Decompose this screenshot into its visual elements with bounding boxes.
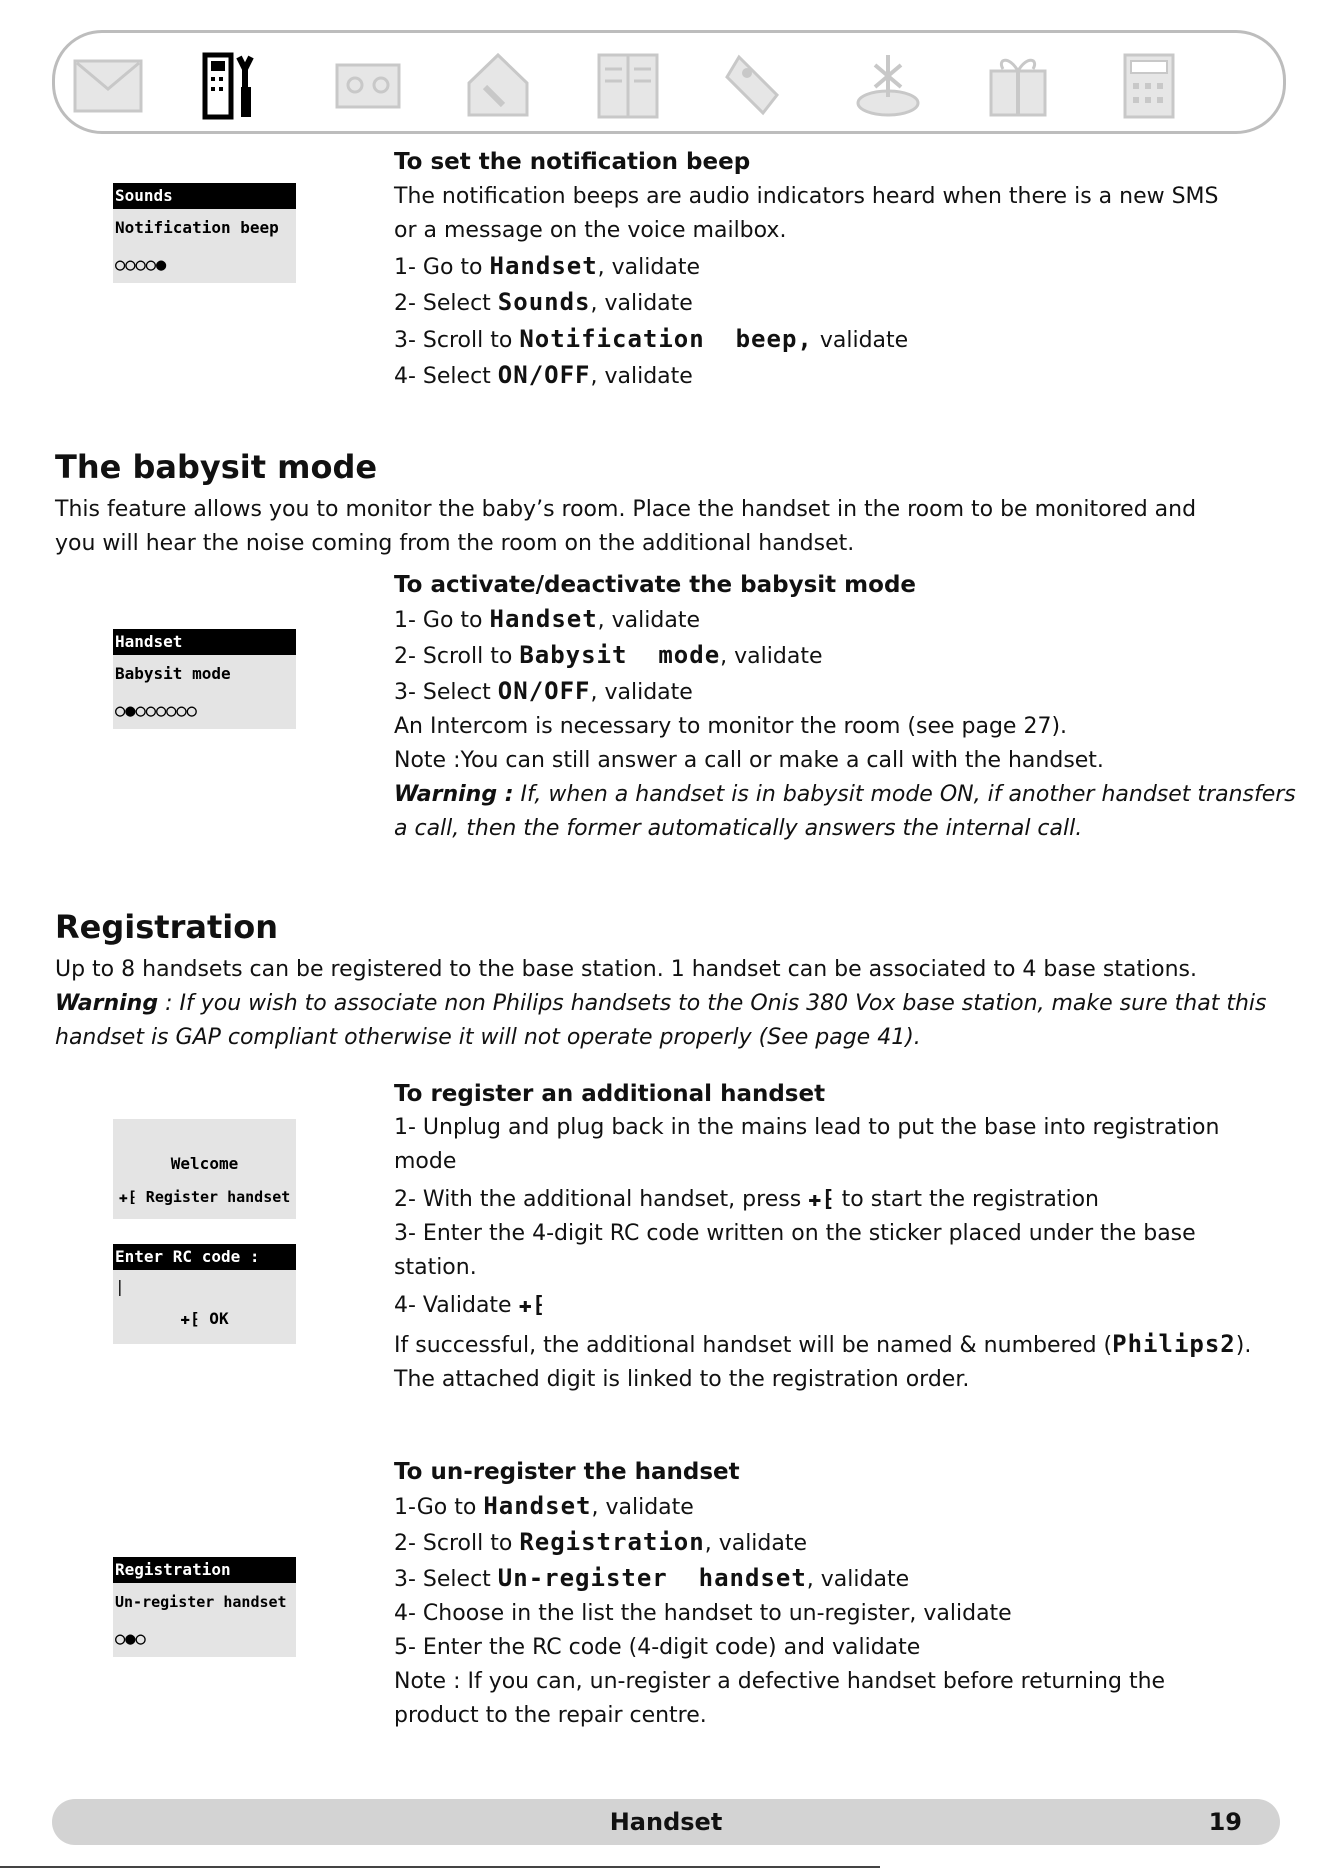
paragraph-line: The notification beeps are audio indicators heard when there is a new SMS	[394, 183, 1219, 209]
step-1	[394, 249, 1219, 286]
step-text: 2- With the additional handset, press	[394, 1187, 809, 1212]
section-subtitle: To register an additional handset	[394, 1081, 826, 1107]
handset-tool-icon	[199, 47, 277, 123]
step-3b: station.	[394, 1255, 477, 1280]
note-line: product to the repair centre.	[394, 1703, 707, 1728]
handset-name: Philips2	[1112, 1330, 1236, 1358]
paragraph-line: This feature allows you to monitor the baby’s room. Place the handset in the room to be monitored and	[55, 497, 1197, 522]
step-text: , validate	[806, 1567, 910, 1592]
step-text: 2- Scroll to	[394, 644, 520, 669]
menu-keyword: Registration	[519, 1528, 705, 1556]
paragraph-line: or a message on the voice mailbox.	[394, 218, 787, 243]
warning-label: Warning :	[394, 782, 514, 807]
lcd-line: Babysit mode	[115, 664, 231, 683]
step-2	[394, 638, 1296, 674]
menu-keyword: Handset	[489, 251, 598, 280]
menu-keyword: Handset	[483, 1492, 592, 1520]
lcd-registration-screen	[113, 1557, 296, 1657]
step-text: , validate	[590, 680, 693, 705]
step-text: 1- Go to	[394, 608, 490, 633]
menu-keyword: ON/OFF	[497, 361, 591, 389]
step-text: 1- Go to	[394, 254, 490, 280]
warning-line: a call, then the former automatically answers the internal call.	[394, 816, 1083, 841]
intercom-line: An Intercom is necessary to monitor the room (see page 27).	[394, 714, 1068, 739]
note-line: Note :You can still answer a call or make a call with the handset.	[394, 748, 1104, 773]
step-2	[394, 285, 1219, 322]
step-text: 4- Validate	[394, 1293, 519, 1318]
unregister-section	[394, 1455, 1165, 1733]
lcd-level-indicator: ○○○○●	[115, 255, 167, 275]
phone-tag-icon	[719, 47, 797, 123]
warning-line	[394, 778, 1296, 812]
menu-keyword: Notification beep,	[519, 324, 813, 353]
page-number: 19	[1208, 1808, 1242, 1836]
step-text: , validate	[704, 1531, 808, 1556]
gift-icon	[979, 47, 1057, 123]
step-3a: 3- Enter the 4-digit RC code written on the sticker placed under the base	[394, 1221, 1196, 1246]
success-line	[394, 1327, 1251, 1363]
step-text: 3- Select	[394, 680, 498, 705]
step-4	[394, 1289, 1251, 1323]
section-subtitle: To un-register the handset	[394, 1459, 740, 1485]
clock-alarm-icon	[849, 47, 927, 123]
step-text: 2- Select	[394, 291, 498, 316]
step-text: 3- Select	[394, 1567, 498, 1592]
babysit-intro	[55, 493, 1196, 561]
paragraph-line: Up to 8 handsets can be registered to the base station. 1 handset can be associated to 4 base stations.	[55, 957, 1198, 982]
bottom-divider	[0, 1866, 880, 1868]
step-text: , validate	[597, 254, 700, 280]
registration-heading: Registration	[55, 908, 278, 946]
notification-section	[394, 145, 1219, 395]
lcd-ok-softkey: ✚⁅ OK	[180, 1309, 229, 1328]
step-2	[394, 1525, 1165, 1561]
lcd-header: Sounds	[113, 183, 296, 209]
step-1a: 1- Unplug and plug back in the mains lead to put the base into registration	[394, 1115, 1220, 1140]
step-2	[394, 1183, 1251, 1217]
step-1b: mode	[394, 1149, 457, 1174]
lcd-sounds-screen	[113, 183, 296, 283]
warning-line: handset is GAP compliant otherwise it will not operate properly (See page 41).	[55, 1025, 921, 1050]
lcd-cursor: |	[115, 1277, 125, 1296]
step-text: , validate	[720, 644, 823, 669]
step-3	[394, 1561, 1165, 1597]
phonebook-icon	[589, 47, 667, 123]
menu-keyword: Handset	[489, 605, 598, 633]
note-line: Note : If you can, un-register a defective handset before returning the	[394, 1669, 1166, 1694]
step-text: 4- Select	[394, 364, 498, 389]
section-subtitle: To activate/deactivate the babysit mode	[394, 572, 917, 598]
lcd-line: Un-register handset	[115, 1593, 287, 1611]
step-text: to start the registration	[834, 1187, 1099, 1212]
calculator-icon	[1109, 47, 1187, 123]
babysit-heading: The babysit mode	[55, 448, 378, 486]
step-1	[394, 1489, 1165, 1525]
page-footer	[52, 1799, 1280, 1845]
step-text: If successful, the additional handset will be named & numbered (	[394, 1333, 1113, 1358]
section-subtitle: To set the notification beep	[394, 149, 751, 175]
step-4	[394, 358, 1219, 395]
warning-text: : If you wish to associate non Philips handsets to the Onis 380 Vox base station, make sure that this	[158, 991, 1267, 1016]
lcd-rc-code-screen	[113, 1244, 296, 1344]
step-text: , validate	[597, 608, 700, 633]
lcd-line: ✚⁅ Register handset	[118, 1188, 291, 1206]
step-text: 2- Scroll to	[394, 1531, 520, 1556]
menu-keyword: Un-register handset	[497, 1564, 807, 1592]
step-4: 4- Choose in the list the handset to un-register, validate	[394, 1601, 1012, 1626]
step-3	[394, 322, 1219, 359]
register-section	[394, 1077, 1251, 1397]
lcd-line: Notification beep	[115, 218, 279, 237]
registration-intro	[55, 953, 1266, 1055]
step-text: ).	[1235, 1333, 1252, 1358]
attached-line: The attached digit is linked to the registration order.	[394, 1367, 970, 1392]
house-phone-icon	[459, 47, 537, 123]
step-3	[394, 674, 1296, 710]
warning-label: Warning	[55, 991, 159, 1016]
ok-key-icon: ✚⁅	[518, 1293, 546, 1318]
warning-line	[55, 987, 1266, 1021]
lcd-line: Welcome	[170, 1154, 239, 1173]
menu-keyword: ON/OFF	[497, 677, 591, 705]
menu-keyword: Babysit mode	[519, 641, 721, 669]
step-text: , validate	[590, 364, 693, 389]
paragraph-line: you will hear the noise coming from the room on the additional handset.	[55, 531, 855, 556]
footer-section-title: Handset	[609, 1808, 723, 1836]
lcd-level-indicator: ○●○○○○○○	[115, 701, 197, 721]
step-text: , validate	[591, 1495, 694, 1520]
warning-text: If, when a handset is in babysit mode ON, if another handset transfers	[513, 782, 1296, 807]
lcd-level-indicator: ○●○	[115, 1629, 146, 1649]
lcd-welcome-screen	[113, 1119, 296, 1219]
menu-keyword: Sounds	[497, 288, 591, 316]
step-text: , validate	[590, 291, 693, 316]
step-1	[394, 602, 1296, 638]
step-text: 3- Scroll to	[394, 327, 520, 353]
lcd-babysit-screen	[113, 629, 296, 729]
babysit-section	[394, 568, 1296, 846]
cassette-icon	[329, 47, 407, 123]
step-text: 1-Go to	[394, 1495, 484, 1520]
top-icon-bar	[52, 30, 1286, 134]
lcd-header: Registration	[113, 1557, 296, 1583]
lcd-header: Enter RC code :	[113, 1244, 296, 1270]
ok-key-icon: ✚⁅	[808, 1187, 835, 1212]
step-5: 5- Enter the RC code (4-digit code) and validate	[394, 1635, 921, 1660]
step-text: validate	[812, 327, 909, 353]
envelope-icon	[69, 47, 147, 123]
lcd-header: Handset	[113, 629, 296, 655]
